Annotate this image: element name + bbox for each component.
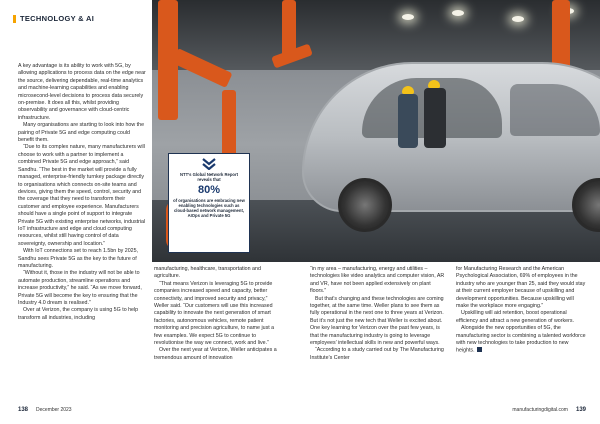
ceiling-light (402, 14, 414, 20)
paragraph: Over the next year at Verizon, Weller anticipates a tremendous amount of innovation (154, 347, 277, 361)
paragraph: “That means Verizon is leveraging 5G to provide companies increased speed and capacity, better connectivity, and improved security and privacy,” Weller said. “Our customers will use this increased capability to innovate the next generation of smart factories, autonomous vehicles, remote patient monitoring and precision agriculture, to name just a few examples. We expect 5G to continue to revolutionise the way we connect, work and live.” (154, 280, 275, 347)
robot-arm (222, 90, 236, 160)
paragraph: manufacturing, healthcare, transportation and agriculture. (154, 266, 261, 280)
stat-intro: NTT’s Global Network Report reveals that (179, 172, 238, 182)
paragraph: for Manufacturing Research and the American Psychological Association, 69% of employees in the industry who are younger than 25, said they would stay at their current employer because of upskilling and development opportunities. Because upskilling will make the workplace more engaging.” (456, 266, 586, 310)
hard-hat (428, 80, 440, 88)
ceiling-light (512, 16, 524, 22)
text-column-2 (154, 266, 282, 362)
wheel (338, 178, 392, 232)
paragraph: Over at Verizon, the company is using 5G to help transform all industries, including (18, 307, 139, 321)
paragraph: Many organisations are starting to look into how the pairing of Private 5G and edge computing could benefit them. (18, 122, 145, 144)
text-column-1 (18, 63, 146, 322)
section-title: TECHNOLOGY & AI (20, 14, 95, 23)
worker (398, 94, 418, 148)
paragraph: A key advantage is its ability to work with 5G, by allowing applications to process data on the edge near the source, delivering dependable, real-time analytics and machine-learning capabilities and enabling microsecond-level decisions to process data securely on-premise. It does all this, whilst providing observability and governance with cloud-centric infrastructure. (18, 63, 146, 121)
paragraph-text: Alongside the new opportunities of 5G, the manufacturing sector is combining a talented workforce with new technologies to take production to new heights. (456, 325, 586, 354)
paragraph: “According to a study carried out by The Manufacturing Institute’s Center (310, 347, 444, 361)
section-marker-icon (13, 15, 16, 23)
hard-hat (402, 86, 414, 94)
paragraph-last (456, 325, 586, 355)
issue-date: December 2023 (36, 407, 72, 413)
chevron-logo-icon (202, 158, 216, 170)
section-header (13, 14, 94, 23)
paragraph: “in my area – manufacturing, energy and utilities – technologies like video analytics and computer vision, AR and VR, have not been applied extensively on plant floors.” (310, 266, 445, 295)
text-column-3 (310, 266, 448, 362)
paragraph: Upskilling will aid retention, boost operational efficiency and attract a new generation of workers. (456, 310, 574, 324)
stat-number: 80% (197, 184, 221, 196)
stat-description: of organisations are embracing new enabling technologies such as cloud-based network management, AIOps and Private 5G (173, 198, 245, 218)
page-number-left: 138 (18, 407, 29, 413)
paragraph: “Due to its complex nature, many manufacturers will choose to work with a partner to implement a combined Private 5G and edge approach,” said Sandhu. “The best in the market will provide a fully managed, enterprise-friendly turnkey package directly to organisations which connects on-site teams and devices, giving them the speed, control, security and the coverage that they need to transform their customer and employee experience. Manufacturers should have a single point of support to integrate Private 5G with existing enterprise networks, industrial IoT infrastructure and edge and cloud computing resources, whilst still having control of data sovereignty, ownership and location.” (18, 144, 146, 247)
paragraph: With IoT connections set to reach 1.5bn by 2025, Sandhu sees Private 5G as the key to the future of manufacturing. (18, 248, 139, 269)
page-number-right: 139 (575, 407, 586, 413)
footer-right (512, 407, 586, 413)
end-square-icon (477, 347, 482, 352)
website-link[interactable]: manufacturingdigital.com (512, 407, 568, 413)
paragraph: “Without it, those in the industry will not be able to automate production, streamline operations and increase productivity,” he said. “As we move forward, Private 5G will become the key to ensuring that the Industry 4.0 dream is realised.” (18, 270, 142, 306)
paragraph: But that’s changing and these technologies are coming together, at the same time. Weller plans to see them as fully operational in the next one to three years at Verizon. But it’s not just the new tech that Weller is excited about. One key learning for Verizon over the past few years, is that the manufacturing industry is going to leverage employees’ intellectual skills in new and powerful ways. (310, 295, 444, 347)
ceiling-light (452, 10, 464, 16)
text-column-4 (456, 266, 586, 355)
worker (424, 88, 446, 148)
stat-card (168, 153, 250, 253)
footer-left (18, 407, 72, 413)
factory-ceiling (152, 0, 600, 70)
